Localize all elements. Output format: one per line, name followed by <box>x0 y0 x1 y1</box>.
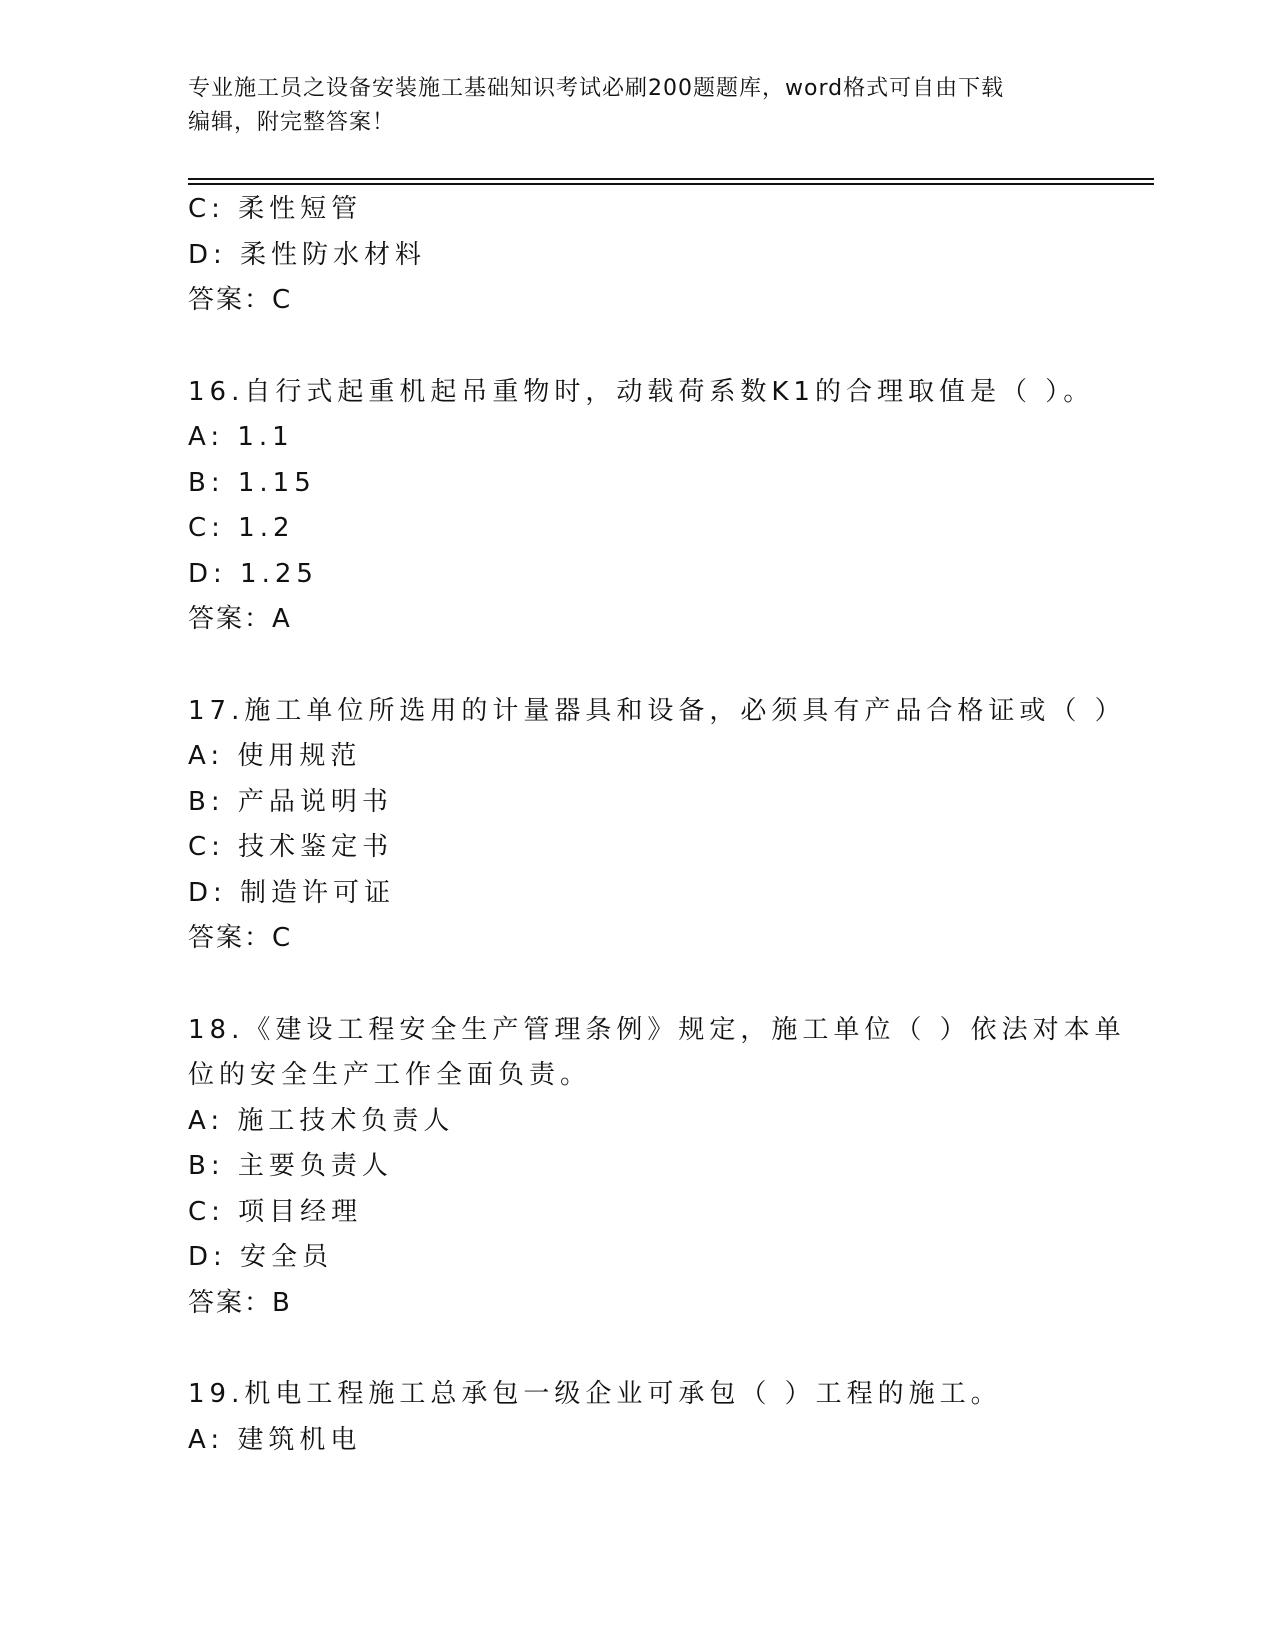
question-list <box>188 187 1126 1463</box>
option-c: C: 技术鉴定书 <box>188 832 394 862</box>
divider-line-bottom <box>188 183 1154 185</box>
header-divider <box>188 178 1154 185</box>
option-c: C: 柔性短管 <box>188 194 363 224</box>
question-stem: 17.施工单位所选用的计量器具和设备，必须具有产品合格证或（ ） <box>188 695 1126 726</box>
option-c: C: 项目经理 <box>188 1196 363 1227</box>
option-b: B: 1.15 <box>188 467 316 498</box>
question-17 <box>188 689 1126 962</box>
option-d: D: 1.25 <box>188 558 318 589</box>
option-a: A: 使用规范 <box>188 741 362 771</box>
answer: 答案：A <box>188 604 292 634</box>
answer: 答案：C <box>188 923 293 953</box>
question-stem: 19.机电工程施工总承包一级企业可承包（ ）工程的施工。 <box>188 1379 1002 1409</box>
option-d: D: 安全员 <box>188 1242 334 1272</box>
spacer <box>188 324 1088 370</box>
header-line-2: 编辑，附完整答案！ <box>188 110 396 135</box>
question-stem-line-2: 位的安全生产工作全面负责。 <box>188 1060 592 1090</box>
option-c: C: 1.2 <box>188 513 295 543</box>
spacer <box>188 962 1088 1008</box>
option-a: A: 建筑机电 <box>188 1424 362 1455</box>
spacer <box>188 1326 1088 1372</box>
divider-line-top <box>188 178 1154 180</box>
option-d: D: 制造许可证 <box>188 877 396 908</box>
question-19 <box>188 1372 1088 1463</box>
option-a: A: 1.1 <box>188 422 294 452</box>
option-b: B: 产品说明书 <box>188 786 393 817</box>
answer: 答案：B <box>188 1287 292 1318</box>
spacer <box>188 643 1088 689</box>
option-d: D: 柔性防水材料 <box>188 239 427 270</box>
answer: 答案：C <box>188 285 293 315</box>
question-16 <box>188 370 1095 643</box>
option-b: B: 主要负责人 <box>188 1151 393 1181</box>
question-18 <box>188 1008 1126 1327</box>
header-line-1: 专业施工员之设备安装施工基础知识考试必刷200题题库，word格式可自由下载 <box>188 76 1005 101</box>
question-stem: 16.自行式起重机起吊重物时，动载荷系数K1的合理取值是（ ）。 <box>188 376 1095 407</box>
option-a: A: 施工技术负责人 <box>188 1105 455 1136</box>
document-header <box>188 72 1068 140</box>
question-stem-line-1: 18.《建设工程安全生产管理条例》规定，施工单位（ ）依法对本单 <box>188 1014 1126 1045</box>
question-15-continued <box>188 187 1088 324</box>
